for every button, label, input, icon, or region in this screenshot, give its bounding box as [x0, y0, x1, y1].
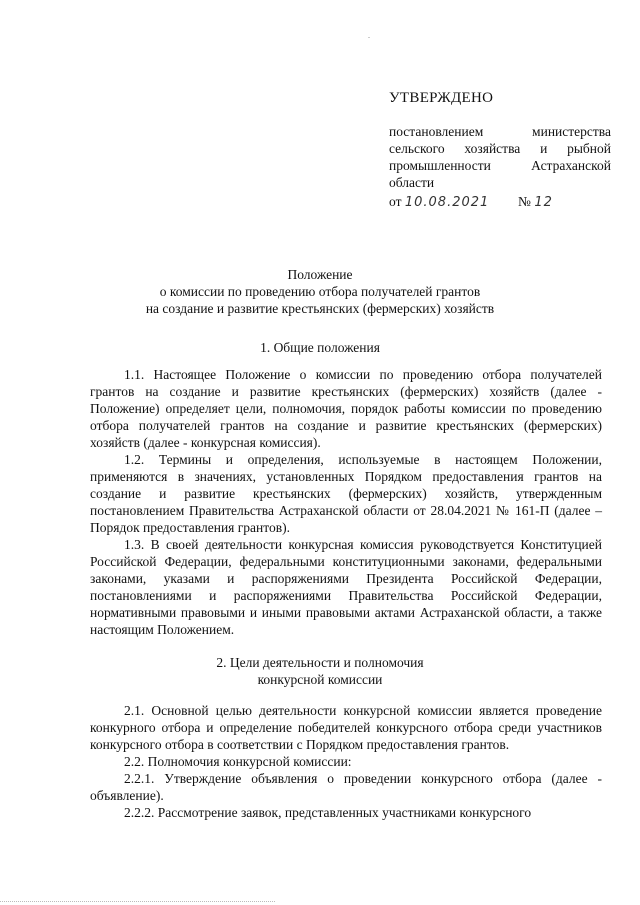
- section-2-heading-line-1: 2. Цели деятельности и полномочия: [216, 655, 424, 670]
- section-2-body: [90, 702, 602, 821]
- approval-date-number: [389, 193, 611, 211]
- approval-line-4: области: [389, 175, 435, 190]
- paragraph-2-1: 2.1. Основной целью деятельности конкурсной комиссии является проведение конкурного отбора и определение победителей конкурсного отбора среди участников конкурсного отбора в соответствии с Порядком предоставления грантов.: [90, 703, 602, 752]
- section-2-heading: [0, 654, 640, 688]
- paragraph-2-2-1: 2.2.1. Утверждение объявления о проведении конкурсного отбора (далее - объявление).: [90, 771, 602, 803]
- date-prefix: от: [389, 194, 402, 209]
- handwritten-date: 10.08.2021: [404, 195, 490, 210]
- section-1-heading: 1. Общие положения: [260, 340, 380, 355]
- paragraph-2-2: 2.2. Полномочия конкурсной комиссии:: [124, 754, 352, 769]
- approval-line-2: сельского хозяйства и рыбной: [389, 141, 611, 156]
- title-line-1: Положение: [287, 267, 353, 282]
- approval-body: [389, 123, 611, 191]
- paragraph-1-1: 1.1. Настоящее Положение о комиссии по проведению отбора получателей грантов на создание и развитие крестьянских (фермерских) хозяйств (далее - Положение) определяет цели, полномочия, порядок работы комиссии по проведению отбора получателей грантов на создание и развитие крестьянских (фермерских) хозяйств (далее - конкурсная комиссия).: [90, 367, 602, 450]
- paragraph-2-2-2: 2.2.2. Рассмотрение заявок, представленных участниками конкурсного: [124, 805, 532, 820]
- scan-speck: [368, 37, 370, 38]
- title-line-2: о комиссии по проведению отбора получателей грантов: [159, 284, 481, 299]
- approval-title: УТВЕРЖДЕНО: [389, 90, 494, 106]
- approval-block: [389, 90, 611, 211]
- handwritten-number: 12: [534, 195, 553, 210]
- document-title: [0, 266, 640, 317]
- paragraph-1-2: 1.2. Термины и определения, используемые в настоящем Положении, применяются в значениях, установленных Порядком предоставления грантов на создание и развитие крестьянских (фермерских) хозяйств, утвержденным постановлением Правительства Астраханской области от 28.04.2021 № 161-П (далее – Порядок предоставления грантов).: [90, 452, 602, 535]
- approval-line-3: промышленности Астраханской: [389, 158, 611, 173]
- section-1-body: [90, 366, 602, 638]
- section-2-heading-line-2: конкурсной комиссии: [257, 672, 383, 687]
- scan-edge-line: [0, 901, 275, 902]
- paragraph-1-3: 1.3. В своей деятельности конкурсная комиссия руководствуется Конституцией Российской Федерации, федеральными конституционными законами, федеральными законами, указами и распоряжениями Президента Российской Федерации, постановлениями и распоряжениями Правительства Российской Федерации, нормативными правовыми и иными правовыми актами Астраханской области, а также настоящим Положением.: [90, 537, 602, 637]
- title-line-3: на создание и развитие крестьянских (фермерских) хозяйств: [145, 301, 495, 316]
- number-prefix: №: [518, 194, 531, 209]
- approval-line-1: постановлением министерства: [389, 124, 611, 139]
